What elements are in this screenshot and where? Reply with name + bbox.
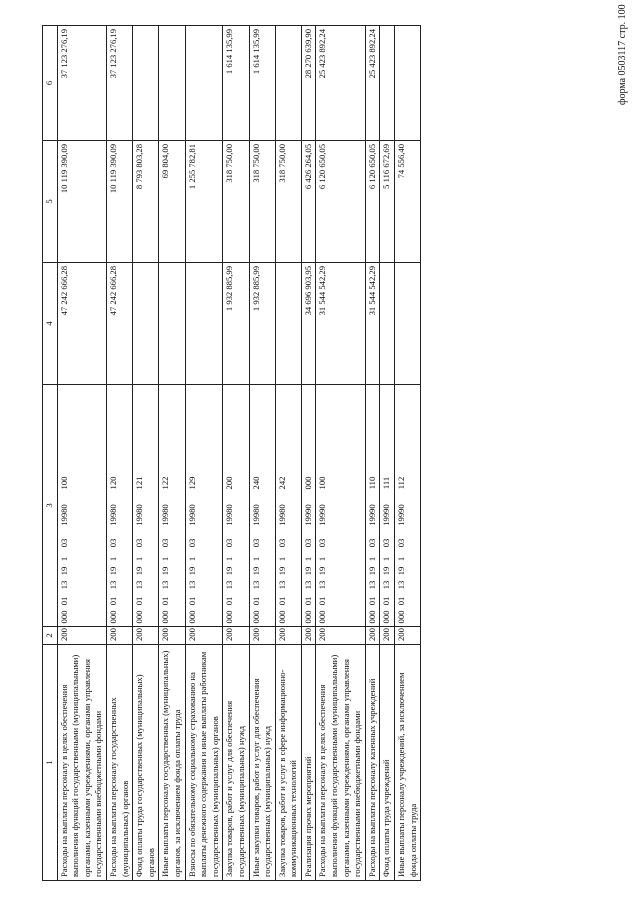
code-segment: 19 xyxy=(317,566,328,576)
code-segment: 000 xyxy=(224,610,235,624)
table-row xyxy=(275,26,301,881)
code-segment: 19980 xyxy=(276,504,287,526)
code-segment: 03 xyxy=(366,538,377,548)
code-segment: 1 xyxy=(186,556,197,562)
row-approved-amount: 1 932 885,99 xyxy=(223,263,249,385)
table-row xyxy=(365,26,380,881)
row-executed-amount: 74 556,40 xyxy=(395,141,421,263)
budget-table xyxy=(42,25,421,881)
row-line-code: 200 xyxy=(275,627,301,645)
code-segment: 000 xyxy=(186,610,197,624)
row-approved-amount: 34 696 903,95 xyxy=(301,263,316,385)
code-segment: 19 xyxy=(58,566,69,576)
code-segment: 19980 xyxy=(250,504,261,526)
row-line-code: 200 xyxy=(106,627,132,645)
code-segment: 1 xyxy=(134,556,145,562)
row-name: Расходы на выплаты персоналу в целях обеспечения выполнения функций государственными (муниципальными) органами, казенными учреждениями, органами управления государственными внебюджетными фондами xyxy=(57,645,106,881)
code-segment: 000 xyxy=(396,610,407,624)
code-segment: 13 xyxy=(58,580,69,590)
code-segment: 000 xyxy=(250,610,261,624)
row-executed-amount: 69 804,00 xyxy=(159,141,185,263)
code-segment: 13 xyxy=(107,580,118,590)
code-segment: 03 xyxy=(186,538,197,548)
row-approved-amount xyxy=(380,263,395,385)
row-executed-amount: 8 793 803,28 xyxy=(133,141,159,263)
code-segment: 19 xyxy=(366,566,377,576)
row-unexecuted-amount xyxy=(395,26,421,141)
code-segment: 1 xyxy=(58,556,69,562)
code-segment: 01 xyxy=(186,596,197,606)
header-row xyxy=(43,26,58,881)
row-executed-amount: 5 116 672,69 xyxy=(380,141,395,263)
code-segment: 000 xyxy=(107,610,118,624)
code-segment: 01 xyxy=(317,596,328,606)
row-unexecuted-amount: 25 423 892,24 xyxy=(316,26,365,141)
code-segment: 200 xyxy=(224,476,235,490)
row-unexecuted-amount xyxy=(185,26,223,141)
code-segment: 000 xyxy=(302,610,313,624)
row-unexecuted-amount xyxy=(380,26,395,141)
table-row xyxy=(301,26,316,881)
code-segment: 03 xyxy=(317,538,328,548)
code-segment: 13 xyxy=(276,580,287,590)
code-segment: 19 xyxy=(134,566,145,576)
code-segment: 000 xyxy=(366,610,377,624)
code-segment: 13 xyxy=(250,580,261,590)
code-segment: 13 xyxy=(224,580,235,590)
row-line-code: 200 xyxy=(301,627,316,645)
row-approved-amount xyxy=(133,263,159,385)
row-approved-amount xyxy=(159,263,185,385)
row-approved-amount xyxy=(275,263,301,385)
code-segment: 01 xyxy=(134,596,145,606)
row-classification-code xyxy=(365,385,380,627)
code-segment: 000 xyxy=(160,610,171,624)
code-segment: 01 xyxy=(224,596,235,606)
code-segment: 1 xyxy=(317,556,328,562)
code-segment: 13 xyxy=(381,580,392,590)
code-segment: 1 xyxy=(381,556,392,562)
code-segment: 19 xyxy=(107,566,118,576)
code-segment: 1 xyxy=(224,556,235,562)
column-header: 5 xyxy=(43,141,58,263)
code-segment: 19 xyxy=(250,566,261,576)
code-segment: 120 xyxy=(107,476,118,490)
form-label: форма 0503117 стр. 100 xyxy=(617,4,628,105)
row-classification-code xyxy=(275,385,301,627)
row-line-code: 200 xyxy=(133,627,159,645)
code-segment: 000 xyxy=(302,476,313,490)
row-executed-amount: 6 426 264,05 xyxy=(301,141,316,263)
row-line-code: 200 xyxy=(365,627,380,645)
row-name: Реализация прочих мероприятий xyxy=(301,645,316,881)
code-segment: 000 xyxy=(58,610,69,624)
code-segment: 19 xyxy=(276,566,287,576)
row-line-code: 200 xyxy=(223,627,249,645)
code-segment: 19 xyxy=(186,566,197,576)
row-classification-code xyxy=(380,385,395,627)
row-classification-code xyxy=(159,385,185,627)
code-segment: 01 xyxy=(381,596,392,606)
code-segment: 19990 xyxy=(366,504,377,526)
code-segment: 240 xyxy=(250,476,261,490)
row-classification-code xyxy=(249,385,275,627)
table-row xyxy=(57,26,106,881)
column-header: 6 xyxy=(43,26,58,141)
code-segment: 19980 xyxy=(58,504,69,526)
code-segment: 000 xyxy=(134,610,145,624)
row-name: Иные выплаты персоналу учреждений, за исключением фонда оплаты труда xyxy=(395,645,421,881)
row-approved-amount: 47 242 666,28 xyxy=(106,263,132,385)
table-row xyxy=(106,26,132,881)
code-segment: 01 xyxy=(396,596,407,606)
code-segment: 19990 xyxy=(317,504,328,526)
row-name: Иные закупки товаров, работ и услуг для обеспечения государственных (муниципальных) нужд xyxy=(249,645,275,881)
table-row xyxy=(380,26,395,881)
code-segment: 13 xyxy=(317,580,328,590)
code-segment: 19 xyxy=(160,566,171,576)
code-segment: 1 xyxy=(107,556,118,562)
code-segment: 1 xyxy=(250,556,261,562)
row-line-code: 200 xyxy=(185,627,223,645)
code-segment: 19 xyxy=(302,566,313,576)
table-row xyxy=(159,26,185,881)
code-segment: 03 xyxy=(396,538,407,548)
row-approved-amount: 47 242 666,28 xyxy=(57,263,106,385)
code-segment: 000 xyxy=(276,610,287,624)
code-segment: 01 xyxy=(107,596,118,606)
row-unexecuted-amount xyxy=(159,26,185,141)
column-header: 3 xyxy=(43,385,58,627)
row-name: Расходы на выплаты персоналу в целях обеспечения выполнения функций государственными (муниципальными) органами, казенными учреждениями, органами управления государственными внебюджетными фондами xyxy=(316,645,365,881)
code-segment: 1 xyxy=(366,556,377,562)
code-segment: 1 xyxy=(160,556,171,562)
row-executed-amount: 318 750,00 xyxy=(275,141,301,263)
row-name: Взносы по обязательному социальному страхованию на выплаты денежного содержания и иные выплаты работникам государственных (муниципальных) органов xyxy=(185,645,223,881)
row-line-code: 200 xyxy=(249,627,275,645)
row-executed-amount: 6 120 650,05 xyxy=(316,141,365,263)
code-segment: 13 xyxy=(366,580,377,590)
row-classification-code xyxy=(133,385,159,627)
table-row xyxy=(395,26,421,881)
column-header: 4 xyxy=(43,263,58,385)
code-segment: 01 xyxy=(58,596,69,606)
code-segment: 01 xyxy=(276,596,287,606)
code-segment: 19980 xyxy=(134,504,145,526)
code-segment: 19 xyxy=(224,566,235,576)
row-approved-amount xyxy=(395,263,421,385)
column-header: 1 xyxy=(43,645,58,881)
code-segment: 03 xyxy=(276,538,287,548)
row-unexecuted-amount: 28 270 639,90 xyxy=(301,26,316,141)
row-name: Закупка товаров, работ и услуг в сфере информационно-коммуникационных технологий xyxy=(275,645,301,881)
row-executed-amount: 318 750,00 xyxy=(249,141,275,263)
row-approved-amount xyxy=(185,263,223,385)
row-name: Закупка товаров, работ и услуг для обеспечения государственных (муниципальных) нужд xyxy=(223,645,249,881)
code-segment: 1 xyxy=(396,556,407,562)
code-segment: 03 xyxy=(107,538,118,548)
row-executed-amount: 318 750,00 xyxy=(223,141,249,263)
row-line-code: 200 xyxy=(395,627,421,645)
row-line-code: 200 xyxy=(57,627,106,645)
row-classification-code xyxy=(106,385,132,627)
row-classification-code xyxy=(395,385,421,627)
code-segment: 19 xyxy=(381,566,392,576)
code-segment: 03 xyxy=(58,538,69,548)
code-segment: 19980 xyxy=(186,504,197,526)
code-segment: 111 xyxy=(381,476,392,490)
code-segment: 03 xyxy=(250,538,261,548)
table-row xyxy=(133,26,159,881)
code-segment: 01 xyxy=(160,596,171,606)
code-segment: 01 xyxy=(302,596,313,606)
row-approved-amount: 1 932 885,99 xyxy=(249,263,275,385)
table-row xyxy=(249,26,275,881)
code-segment: 13 xyxy=(134,580,145,590)
code-segment: 121 xyxy=(134,476,145,490)
code-segment: 01 xyxy=(250,596,261,606)
code-segment: 000 xyxy=(317,610,328,624)
row-approved-amount: 31 544 542,29 xyxy=(316,263,365,385)
row-unexecuted-amount: 25 423 892,24 xyxy=(365,26,380,141)
code-segment: 19990 xyxy=(302,504,313,526)
code-segment: 122 xyxy=(160,476,171,490)
code-segment: 19990 xyxy=(381,504,392,526)
code-segment: 19980 xyxy=(160,504,171,526)
table-row xyxy=(185,26,223,881)
code-segment: 03 xyxy=(302,538,313,548)
row-classification-code xyxy=(223,385,249,627)
table-row xyxy=(316,26,365,881)
row-line-code: 200 xyxy=(159,627,185,645)
row-unexecuted-amount: 1 614 135,99 xyxy=(249,26,275,141)
column-header: 2 xyxy=(43,627,58,645)
row-classification-code xyxy=(301,385,316,627)
code-segment: 100 xyxy=(317,476,328,490)
row-unexecuted-amount xyxy=(275,26,301,141)
table-row xyxy=(223,26,249,881)
row-classification-code xyxy=(316,385,365,627)
table-body xyxy=(57,26,421,881)
row-executed-amount: 1 255 782,81 xyxy=(185,141,223,263)
row-unexecuted-amount: 37 123 276,19 xyxy=(106,26,132,141)
row-executed-amount: 10 119 390,09 xyxy=(106,141,132,263)
code-segment: 1 xyxy=(302,556,313,562)
row-approved-amount: 31 544 542,29 xyxy=(365,263,380,385)
code-segment: 19980 xyxy=(107,504,118,526)
row-classification-code xyxy=(57,385,106,627)
row-classification-code xyxy=(185,385,223,627)
row-executed-amount: 6 120 650,05 xyxy=(365,141,380,263)
code-segment: 19980 xyxy=(224,504,235,526)
code-segment: 01 xyxy=(366,596,377,606)
row-unexecuted-amount xyxy=(133,26,159,141)
code-segment: 13 xyxy=(396,580,407,590)
code-segment: 13 xyxy=(160,580,171,590)
row-line-code: 200 xyxy=(316,627,365,645)
code-segment: 100 xyxy=(58,476,69,490)
code-segment: 13 xyxy=(186,580,197,590)
row-unexecuted-amount: 37 123 276,19 xyxy=(57,26,106,141)
row-line-code: 200 xyxy=(380,627,395,645)
row-name: Расходы на выплаты персоналу государственных (муниципальных) органов xyxy=(106,645,132,881)
row-name: Фонд оплаты труда государственных (муниципальных) органов xyxy=(133,645,159,881)
code-segment: 19990 xyxy=(396,504,407,526)
code-segment: 000 xyxy=(381,610,392,624)
code-segment: 03 xyxy=(224,538,235,548)
row-unexecuted-amount: 1 614 135,99 xyxy=(223,26,249,141)
code-segment: 112 xyxy=(396,476,407,490)
code-segment: 03 xyxy=(160,538,171,548)
code-segment: 129 xyxy=(186,476,197,490)
code-segment: 1 xyxy=(276,556,287,562)
code-segment: 110 xyxy=(366,476,377,490)
row-name: Фонд оплаты труда учреждений xyxy=(380,645,395,881)
code-segment: 242 xyxy=(276,476,287,490)
row-name: Расходы на выплаты персоналу казенных учреждений xyxy=(365,645,380,881)
code-segment: 03 xyxy=(381,538,392,548)
row-name: Иные выплаты персоналу государственных (муниципальных) органов, за исключением фонда оплаты труда xyxy=(159,645,185,881)
code-segment: 13 xyxy=(302,580,313,590)
code-segment: 19 xyxy=(396,566,407,576)
row-executed-amount: 10 119 390,09 xyxy=(57,141,106,263)
code-segment: 03 xyxy=(134,538,145,548)
